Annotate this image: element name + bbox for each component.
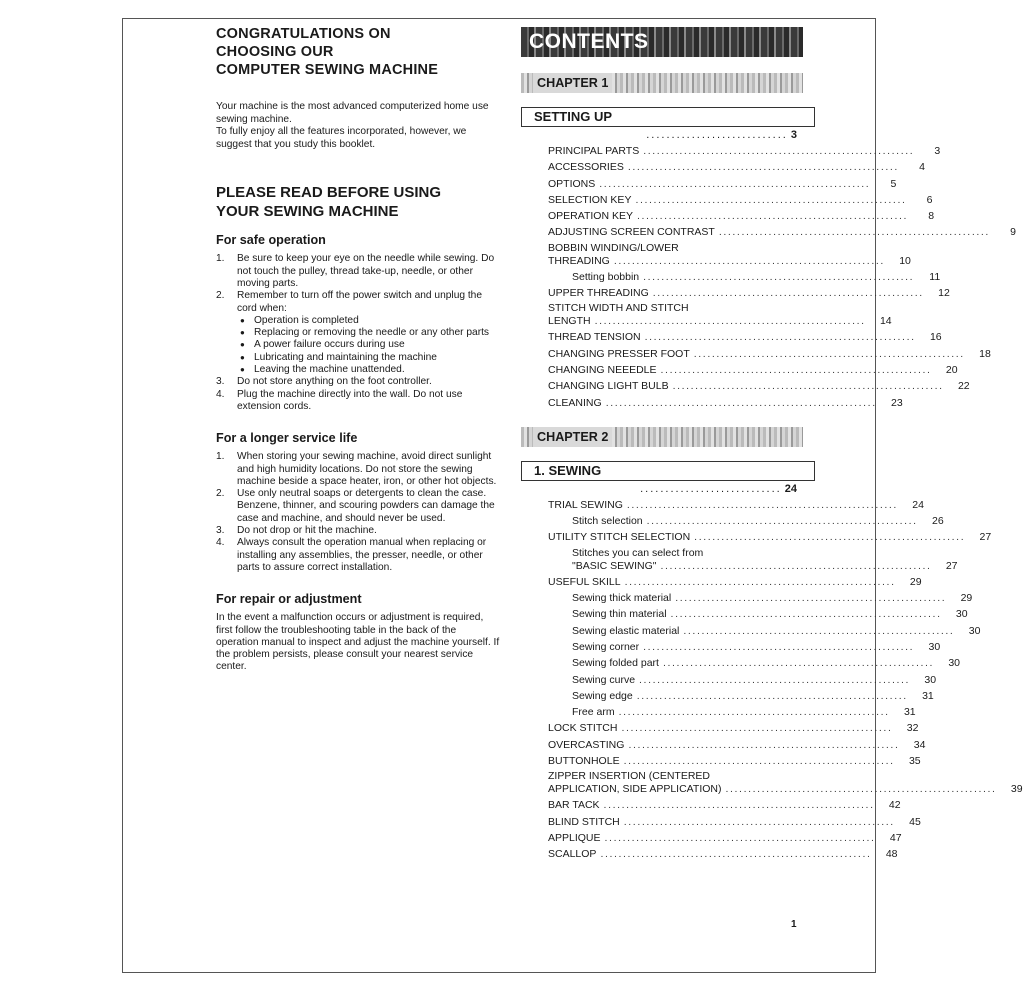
toc-entry-title: CHANGING LIGHT BULB xyxy=(548,380,669,393)
toc-entry-title: Sewing thin material xyxy=(572,608,667,621)
list-item: ● Operation is completed xyxy=(237,315,501,327)
toc-entry xyxy=(548,590,973,606)
toc-leader: ............................................................ xyxy=(637,210,909,223)
toc-leader: ............................................................ xyxy=(694,531,966,544)
list-item: ● A power failure occurs during use xyxy=(237,339,501,351)
toc-leader: ............................................................ xyxy=(675,592,947,605)
toc-entry xyxy=(548,830,902,846)
chapter-1-banner xyxy=(521,73,803,93)
toc-leader: ............................................................ xyxy=(599,177,871,190)
toc-entry-title: APPLICATION, SIDE APPLICATION) xyxy=(548,783,722,796)
chapter-2-label: CHAPTER 2 xyxy=(533,427,612,447)
toc-page: 14 xyxy=(879,315,892,328)
toc-entry xyxy=(548,143,941,159)
contents-title: CONTENTS xyxy=(529,30,649,53)
chapter-1-toc xyxy=(548,143,1016,411)
longer-service-heading: For a longer service life xyxy=(216,431,358,446)
contents-banner xyxy=(521,27,803,57)
toc-entry-title: THREADING xyxy=(548,254,610,267)
toc-leader: ............................................................ xyxy=(626,498,898,511)
toc-page: 16 xyxy=(929,331,942,344)
sewing-heading: 1. SEWING xyxy=(521,461,815,481)
toc-entry-title: UPPER THREADING xyxy=(548,287,649,300)
toc-page: 30 xyxy=(968,624,981,637)
toc-page: 30 xyxy=(955,608,968,621)
toc-leader: ............................................................ xyxy=(660,559,932,572)
toc-page: 39 xyxy=(1010,783,1023,796)
list-item: 2. Remember to turn off the power switch and unplug the cord when: ● Operation is completed ● Replacing or removing the needle or any other parts ● A power failure occurs during use ● Lubricating and maintaining the machine ● Leaving the machine unattended. xyxy=(216,290,501,376)
toc-leader: ............................................................ xyxy=(624,575,896,588)
toc-entry xyxy=(548,720,919,736)
toc-entry-title: CLEANING xyxy=(548,396,602,409)
toc-page: 34 xyxy=(913,738,926,751)
toc-entry-title: BOBBIN WINDING/LOWER xyxy=(548,241,679,254)
toc-entry-title: Stitch selection xyxy=(572,515,643,528)
toc-entry-title: Free arm xyxy=(572,706,615,719)
toc-entry-title: Setting bobbin xyxy=(572,270,640,283)
toc-page: 47 xyxy=(889,831,902,844)
toc-entry xyxy=(548,269,941,285)
toc-leader: ............................................................ xyxy=(603,799,875,812)
contents-column xyxy=(521,27,1023,863)
toc-page: 32 xyxy=(906,722,919,735)
toc-entry-title: Sewing thick material xyxy=(572,592,672,605)
toc-leader: ............................................................ xyxy=(693,347,965,360)
toc-page: 42 xyxy=(888,799,901,812)
toc-page: 35 xyxy=(908,755,921,768)
toc-leader: ............................................................ xyxy=(646,515,918,528)
toc-page: 30 xyxy=(924,673,937,686)
toc-leader: ............................................................ xyxy=(605,396,877,409)
toc-entry-title: UTILITY STITCH SELECTION xyxy=(548,531,691,544)
manual-page xyxy=(122,18,1023,973)
toc-entry-title: LENGTH xyxy=(548,315,591,328)
toc-entry-title: ADJUSTING SCREEN CONTRAST xyxy=(548,226,715,239)
toc-entry xyxy=(548,655,961,671)
toc-leader: ............................................................ xyxy=(639,673,911,686)
toc-page: 29 xyxy=(960,592,973,605)
toc-leader: ............................................................ xyxy=(643,270,915,283)
list-item: 2. Use only neutral soaps or detergents to clean the case. Benzene, thinner, and scouring powders can damage the case and machine, and should never be used. xyxy=(216,488,495,524)
toc-leader: ............................................................ xyxy=(718,226,990,239)
toc-entry xyxy=(548,623,981,639)
toc-entry xyxy=(548,704,916,720)
toc-entry xyxy=(548,574,922,590)
toc-page: 48 xyxy=(885,848,898,861)
toc-entry-title: CHANGING NEEEDLE xyxy=(548,363,657,376)
list-item: ● Leaving the machine unattended. xyxy=(237,364,501,376)
safe-operation-list xyxy=(216,253,501,413)
chapter-2-toc xyxy=(548,497,1023,863)
toc-entry-title: OPERATION KEY xyxy=(548,210,633,223)
toc-entry xyxy=(548,639,941,655)
toc-entry xyxy=(548,529,992,545)
toc-leader: ............................................................ xyxy=(604,831,876,844)
repair-text: In the event a malfunction occurs or adjustment is required, first follow the troubleshooting table in the back of the operation manual to inspect and adjust the machine yourself. If the problem persists, please consult your nearest service center. xyxy=(216,612,500,673)
toc-entry-title: OVERCASTING xyxy=(548,738,625,751)
toc-page: 30 xyxy=(928,640,941,653)
please-read-title: PLEASE READ BEFORE USING YOUR SEWING MACHINE xyxy=(216,184,442,221)
toc-entry-title: TRIAL SEWING xyxy=(548,498,623,511)
toc-entry xyxy=(548,688,934,704)
toc-leader: ............................................................ xyxy=(683,624,955,637)
list-item: ● Lubricating and maintaining the machine xyxy=(237,352,501,364)
toc-entry xyxy=(548,546,958,574)
toc-page: 8 xyxy=(928,210,935,223)
toc-entry xyxy=(548,362,958,378)
toc-leader: ............................................................ xyxy=(621,722,893,735)
intro-column xyxy=(216,25,501,674)
toc-page: 10 xyxy=(899,254,911,267)
toc-page: 30 xyxy=(948,657,961,670)
section-start-line: ............................ 3 xyxy=(646,129,797,141)
toc-entry xyxy=(548,769,1023,797)
toc-page: 31 xyxy=(903,706,916,719)
toc-entry-title: BAR TACK xyxy=(548,799,600,812)
toc-leader: ............................................................ xyxy=(670,608,942,621)
toc-page: 5 xyxy=(890,177,897,190)
list-item: 4. Always consult the operation manual when replacing or installing any assemblies, the presser, needle, or other parts to assure correct installation. xyxy=(216,537,487,573)
section-start-line: ............................ 24 xyxy=(640,482,797,495)
toc-leader: ............................................................ xyxy=(660,363,932,376)
toc-entry-title: BUTTONHOLE xyxy=(548,755,620,768)
toc-leader: ............................................................ xyxy=(635,193,907,206)
toc-leader: ............................................................ xyxy=(613,254,885,267)
toc-leader: ............................................................ xyxy=(643,640,915,653)
toc-leader: ............................................................ xyxy=(623,815,895,828)
toc-page: 4 xyxy=(919,161,925,174)
toc-leader: ............................................................ xyxy=(644,331,916,344)
toc-leader: ............................................................ xyxy=(652,287,924,300)
toc-leader: ............................................................ xyxy=(662,657,935,670)
toc-entry xyxy=(548,395,903,411)
toc-page: 9 xyxy=(1010,226,1016,239)
longer-service-list xyxy=(216,451,501,574)
toc-entry xyxy=(548,159,925,175)
toc-leader: ............................................................ xyxy=(618,706,890,719)
toc-page: 23 xyxy=(891,396,903,409)
toc-entry-title: CHANGING PRESSER FOOT xyxy=(548,347,690,360)
toc-page: 20 xyxy=(945,363,958,376)
toc-leader: ............................................................ xyxy=(643,145,915,157)
toc-entry-title: Stitches you can select from xyxy=(572,546,704,559)
unplug-conditions xyxy=(237,315,501,376)
toc-entry xyxy=(548,241,911,269)
toc-leader: ............................................................ xyxy=(636,689,908,702)
toc-entry xyxy=(548,346,991,362)
intro-text: Your machine is the most advanced computerized home use sewing machine. To fully enjoy all the features incorporated, however, we suggest that you study this booklet. xyxy=(216,101,489,150)
toc-page: 45 xyxy=(909,815,921,828)
toc-page: 29 xyxy=(909,575,922,588)
toc-entry xyxy=(548,192,933,208)
repair-heading: For repair or adjustment xyxy=(216,592,362,607)
toc-entry-title: BLIND STITCH xyxy=(548,815,620,828)
toc-entry xyxy=(548,737,926,753)
toc-entry xyxy=(548,378,970,394)
toc-page: 26 xyxy=(931,515,944,528)
toc-entry-title: USEFUL SKILL xyxy=(548,575,621,588)
list-item: 3. Do not drop or hit the machine. xyxy=(216,525,377,537)
toc-entry xyxy=(548,797,901,813)
toc-entry-title: ZIPPER INSERTION (CENTERED xyxy=(548,770,710,783)
toc-entry xyxy=(548,497,924,513)
toc-entry xyxy=(548,846,898,862)
chapter-1-label: CHAPTER 1 xyxy=(533,73,612,93)
list-item: 1. Be sure to keep your eye on the needle while sewing. Do not touch the pulley, thread take-up, needle, or other moving parts. xyxy=(216,253,495,289)
toc-entry-title: PRINCIPAL PARTS xyxy=(548,145,640,157)
toc-leader: ............................................................ xyxy=(600,848,872,861)
toc-entry xyxy=(548,224,1016,240)
toc-entry-title: STITCH WIDTH AND STITCH xyxy=(548,302,689,315)
congratulations-title: CONGRATULATIONS ON CHOOSING OUR COMPUTER SEWING MACHINE xyxy=(216,26,439,78)
safe-operation-heading: For safe operation xyxy=(216,233,326,248)
toc-page: 6 xyxy=(926,193,933,206)
toc-entry-title: APPLIQUE xyxy=(548,831,601,844)
toc-entry xyxy=(548,301,892,329)
toc-entry-title: LOCK STITCH xyxy=(548,722,618,735)
toc-leader: ............................................................ xyxy=(623,755,895,768)
toc-entry-title: Sewing corner xyxy=(572,640,640,653)
toc-page: 24 xyxy=(912,498,924,511)
toc-entry-title: Sewing folded part xyxy=(572,657,659,670)
toc-entry-title: Sewing curve xyxy=(572,673,636,686)
toc-entry xyxy=(548,329,942,345)
toc-page: 27 xyxy=(945,559,958,572)
toc-leader: ............................................................ xyxy=(628,738,900,751)
toc-entry xyxy=(548,753,921,769)
toc-entry-title: OPTIONS xyxy=(548,177,596,190)
toc-page: 22 xyxy=(957,380,970,393)
toc-leader: ............................................................ xyxy=(725,783,997,796)
list-item: ● Replacing or removing the needle or any other parts xyxy=(237,327,501,339)
toc-entry xyxy=(548,606,968,622)
toc-page: 3 xyxy=(934,145,941,157)
toc-entry-title: Sewing edge xyxy=(572,689,633,702)
toc-entry xyxy=(548,513,944,529)
toc-leader: ............................................................ xyxy=(672,380,944,393)
toc-entry xyxy=(548,176,897,192)
setting-up-heading: SETTING UP xyxy=(521,107,815,127)
toc-entry xyxy=(548,672,937,688)
toc-entry xyxy=(548,814,921,830)
toc-entry-title: ACCESSORIES xyxy=(548,161,624,174)
toc-entry-title: SELECTION KEY xyxy=(548,193,632,206)
toc-entry-title: THREAD TENSION xyxy=(548,331,641,344)
toc-entry-title: SCALLOP xyxy=(548,848,597,861)
toc-page: 18 xyxy=(979,347,991,360)
list-item: 1. When storing your sewing machine, avoid direct sunlight and high humidity locations. Do not store the sewing machine beside a space heater, iron, or other hot objects. xyxy=(216,451,497,487)
toc-page: 27 xyxy=(979,531,992,544)
toc-entry-title: Sewing elastic material xyxy=(572,624,680,637)
toc-page: 12 xyxy=(938,287,950,300)
toc-entry-title: "BASIC SEWING" xyxy=(572,559,657,572)
toc-entry xyxy=(548,285,950,301)
toc-page: 11 xyxy=(929,270,941,283)
chapter-2-banner xyxy=(521,427,803,447)
page-number: 1 xyxy=(791,919,797,930)
toc-leader: ............................................................ xyxy=(594,315,866,328)
toc-entry xyxy=(548,208,935,224)
toc-leader: ............................................................ xyxy=(627,161,899,174)
list-item: 3. Do not store anything on the foot controller. xyxy=(216,376,432,388)
list-item: 4. Plug the machine directly into the wall. Do not use extension cords. xyxy=(216,388,463,412)
toc-page: 31 xyxy=(922,689,934,702)
